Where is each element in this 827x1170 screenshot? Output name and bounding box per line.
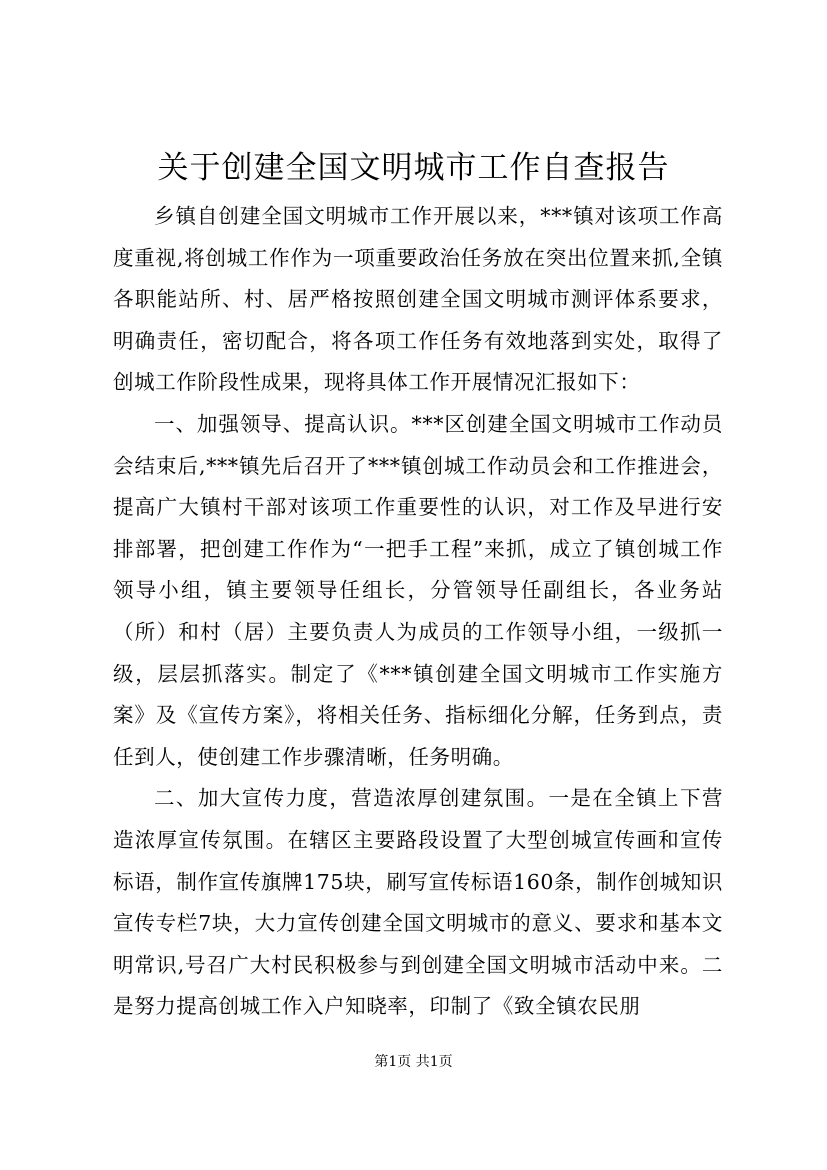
paragraph-publicity: 二、加大宣传力度，营造浓厚创建氛围。一是在全镇上下营造浓厚宣传氛围。在辖区主要路段设置了大型创城宣传画和宣传标语，制作宣传旗牌175块，刷写宣传标语160条，制作创城知识宣传专栏7块，大力宣传创建全国文明城市的意义、要求和基本文明常识,号召广大村民积极参与到创建全国文明城市活动中来。二是努力提高创城工作入户知晓率，印制了《致全镇农民朋 bbox=[113, 786, 723, 1019]
document-body bbox=[113, 196, 723, 1028]
paragraph-intro: 乡镇自创建全国文明城市工作开展以来，***镇对该项工作高度重视,将创城工作作为一项重要政治任务放在突出位置来抓,全镇各职能站所、村、居严格按照创建全国文明城市测评体系要求，明确责任，密切配合，将各项工作任务有效地落到实处，取得了创城工作阶段性成果，现将具体工作开展情况汇报如下： bbox=[113, 204, 723, 395]
document-title: 关于创建全国文明城市工作自查报告 bbox=[157, 150, 670, 186]
paragraph-leadership: 一、加强领导、提高认识。***区创建全国文明城市工作动员会结束后,***镇先后召开了***镇创城工作动员会和工作推进会，提高广大镇村干部对该项工作重要性的认识，对工作及早进行安排部署，把创建工作作为“一把手工程”来抓，成立了镇创城工作领导小组，镇主要领导任组长，分管领导任副组长，各业务站（所）和村（居）主要负责人为成员的工作领导小组，一级抓一级，层层抓落实。制定了《***镇创建全国文明城市工作实施方案》及《宣传方案》，将相关任务、指标细化分解，任务到点，责任到人，使创建工作步骤清晰，任务明确。 bbox=[113, 411, 723, 769]
page-number-footer: 第1页 共1页 bbox=[374, 1054, 453, 1070]
